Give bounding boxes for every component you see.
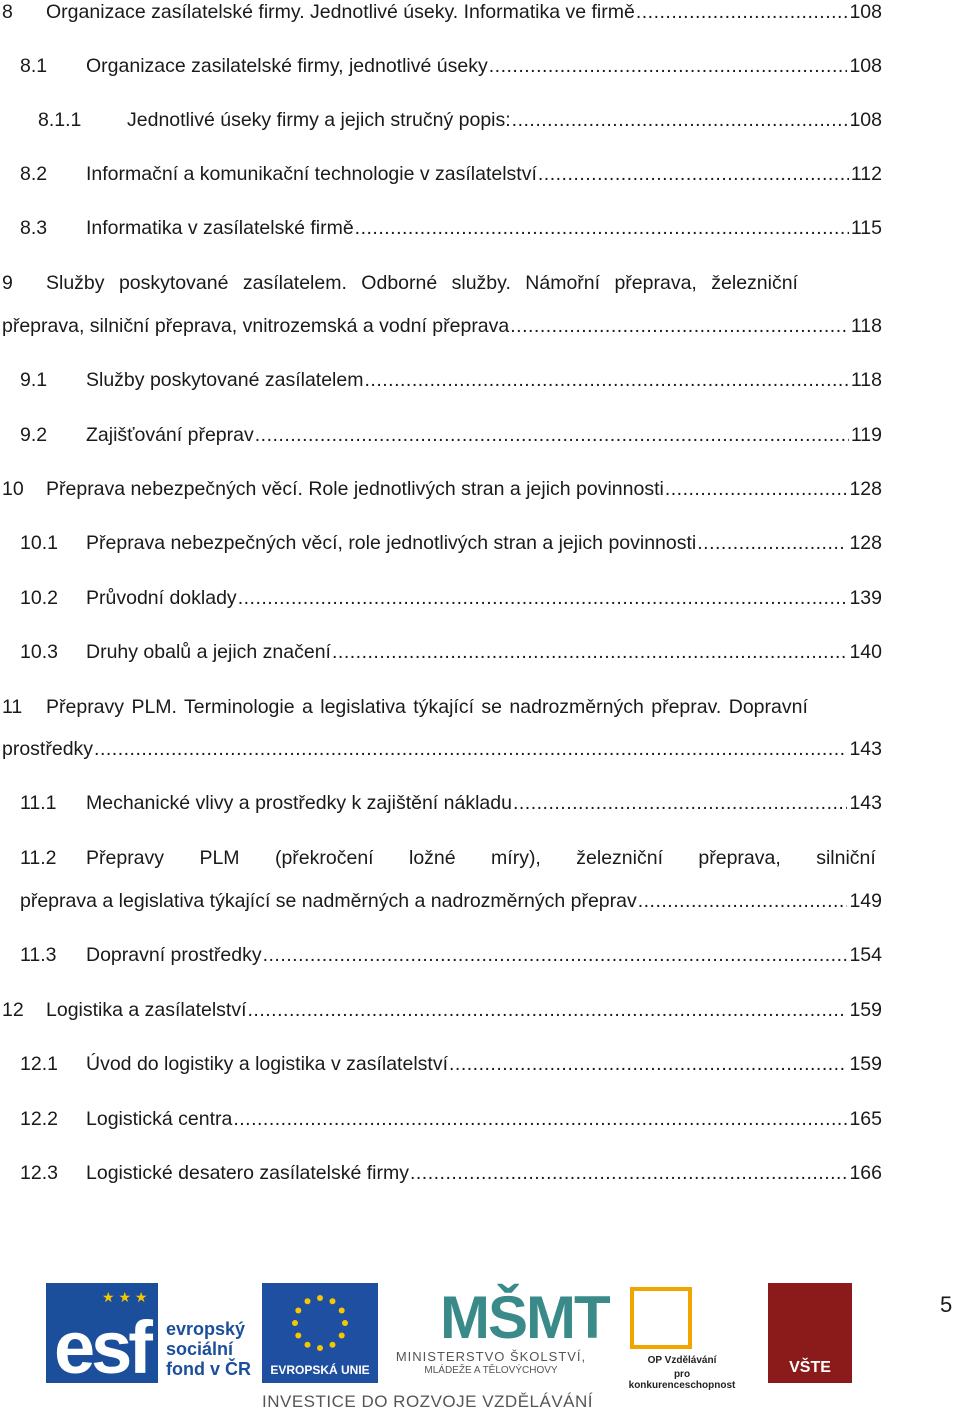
toc-title: Informační a komunikační technologie v zasílatelství	[86, 163, 537, 185]
toc-title: Úvod do logistiky a logistika v zasílatelství	[86, 1053, 448, 1075]
msmt-line2: MLÁDEŽE A TĚLOVÝCHOVY	[424, 1365, 558, 1376]
toc-number: 10	[2, 478, 24, 500]
op-vk-logo	[624, 1283, 740, 1391]
toc-leader	[332, 640, 847, 664]
vste-logo	[768, 1283, 852, 1383]
esf-logo-text: esf	[54, 1306, 149, 1389]
toc-leader	[94, 737, 847, 761]
toc-page: 108	[849, 1, 882, 23]
toc-page: 143	[849, 792, 882, 814]
esf-word-3: fond v ČR	[166, 1359, 251, 1379]
toc-leader	[263, 943, 848, 967]
toc-entry[interactable]	[20, 1052, 882, 1076]
op-line1: OP Vzdělávání	[647, 1355, 717, 1366]
toc-entry[interactable]	[20, 846, 882, 913]
toc-entry[interactable]	[20, 423, 882, 447]
toc-number: 12.2	[20, 1108, 58, 1130]
toc-page: 149	[849, 890, 882, 912]
op-frame-icon	[630, 1287, 692, 1349]
toc-number: 12.3	[20, 1162, 58, 1184]
toc-entry[interactable]	[20, 1107, 882, 1131]
toc-page: 128	[849, 478, 882, 500]
toc-entry[interactable]	[20, 640, 882, 664]
toc-title: Logistika a zasílatelství	[46, 999, 247, 1021]
toc-page: 154	[849, 944, 882, 966]
toc-number: 8.1	[20, 55, 48, 77]
msmt-logo	[388, 1283, 609, 1383]
toc-number: 11.3	[20, 944, 57, 966]
toc-number: 11	[2, 696, 23, 718]
toc-page: 118	[850, 369, 882, 391]
toc-page: 159	[849, 1053, 882, 1075]
toc-entry[interactable]	[2, 271, 882, 338]
toc-number: 11.2	[20, 847, 57, 869]
toc-title: Logistická centra	[86, 1108, 233, 1130]
toc-title: Logistické desatero zasílatelské firmy	[86, 1162, 409, 1184]
toc-entry[interactable]	[20, 216, 882, 240]
toc-title: Organizace zasílatelské firmy. Jednotlivé úseky. Informatika ve firmě	[46, 1, 635, 23]
toc-leader	[248, 998, 848, 1022]
toc-entry[interactable]	[20, 531, 882, 555]
investice-slogan: INVESTICE DO ROZVOJE VZDĚLÁVÁNÍ	[262, 1392, 594, 1411]
toc-title-line1: Služby poskytované zasílatelem. Odborné služby. Námořní přeprava, železniční	[46, 272, 798, 294]
toc-page: 112	[850, 163, 882, 185]
toc-number: 8.1.1	[38, 109, 82, 131]
toc-entry[interactable]	[20, 368, 882, 392]
toc-leader	[238, 586, 848, 610]
toc-entry[interactable]	[20, 162, 882, 186]
toc-leader	[233, 1107, 847, 1131]
toc-page: 108	[849, 55, 882, 77]
toc-number: 10.1	[20, 532, 58, 554]
esf-stars-icon: ★ ★ ★	[102, 1289, 148, 1305]
toc-entry[interactable]	[20, 54, 882, 78]
toc-title: Služby poskytované zasílatelem	[86, 369, 364, 391]
page-number: 5	[940, 1292, 953, 1317]
toc-leader	[638, 889, 848, 913]
eu-stars-icon	[290, 1293, 350, 1353]
esf-logo-words	[166, 1319, 251, 1379]
toc-page: 159	[849, 999, 882, 1021]
toc-page: 128	[849, 532, 882, 554]
toc-leader	[449, 1052, 847, 1076]
toc-title-line1: Přepravy PLM (překročení ložné míry), železniční přeprava, silniční	[86, 847, 876, 869]
msmt-mark: MŠMT	[440, 1284, 609, 1351]
toc-leader	[513, 791, 848, 815]
toc-title: Zajišťování přeprav	[86, 424, 254, 446]
toc-number: 8	[2, 1, 13, 23]
toc-title: Průvodní doklady	[86, 587, 237, 609]
toc-number: 12	[2, 999, 24, 1021]
toc-title: Dopravní prostředky	[86, 944, 262, 966]
toc-title: Jednotlivé úseky firmy a jejich stručný popis:	[127, 109, 511, 131]
esf-word-1: evropský	[166, 1319, 246, 1339]
toc-title: Organizace zasilatelské firmy, jednotlivé úseky	[86, 55, 488, 77]
toc-leader	[410, 1161, 847, 1185]
toc-number: 10.2	[20, 587, 58, 609]
toc-entry[interactable]	[2, 695, 882, 761]
toc-number: 8.2	[20, 163, 48, 185]
toc-entry[interactable]	[2, 998, 882, 1022]
toc-title: Informatika v zasílatelské firmě	[86, 217, 354, 239]
toc-title: Mechanické vlivy a prostředky k zajištění nákladu	[86, 792, 512, 814]
toc-leader	[489, 54, 848, 78]
toc-title: Druhy obalů a jejich značení	[86, 641, 331, 663]
toc-page: 139	[849, 587, 882, 609]
esf-logo	[46, 1283, 256, 1389]
toc-entry[interactable]	[2, 0, 882, 24]
toc-entry[interactable]	[2, 477, 882, 501]
eu-flag-logo	[262, 1283, 378, 1383]
toc-leader	[355, 216, 849, 240]
toc-entry[interactable]	[20, 943, 882, 967]
toc-leader	[512, 108, 848, 132]
toc-page: 115	[850, 217, 882, 239]
toc-page: 165	[849, 1108, 882, 1130]
toc-leader	[510, 314, 849, 338]
eu-label: EVROPSKÁ UNIE	[270, 1363, 370, 1377]
toc-number: 8.3	[20, 217, 48, 239]
toc-title-line2: přeprava, silniční přeprava, vnitrozemská a vodní přeprava	[2, 315, 510, 337]
toc-entry[interactable]	[20, 791, 882, 815]
toc-page: 119	[850, 424, 882, 446]
toc-entry[interactable]	[20, 586, 882, 610]
toc-number: 9	[2, 272, 13, 294]
toc-title-line2: přeprava a legislativa týkající se nadměrných a nadrozměrných přeprav	[20, 890, 637, 912]
op-line2: pro konkurenceschopnost	[628, 1369, 736, 1391]
toc-page: 140	[849, 641, 882, 663]
toc-leader	[697, 531, 847, 555]
esf-word-2: sociální	[166, 1339, 234, 1359]
vste-label: VŠTE	[789, 1359, 831, 1376]
toc-number: 9.1	[20, 369, 48, 391]
toc-leader	[255, 423, 849, 447]
toc-entry[interactable]	[38, 108, 882, 132]
toc-number: 11.1	[20, 792, 57, 814]
toc-leader	[364, 368, 848, 392]
msmt-line1: MINISTERSTVO ŠKOLSTVÍ,	[395, 1349, 587, 1364]
toc-title: Přeprava nebezpečných věcí, role jednotlivých stran a jejich povinnosti	[86, 532, 697, 554]
toc-number: 9.2	[20, 424, 48, 446]
toc-title-line2: prostředky	[2, 738, 94, 760]
toc-title: Přeprava nebezpečných věcí. Role jednotlivých stran a jejich povinnosti	[46, 478, 664, 500]
toc-page: 143	[849, 738, 882, 760]
toc-leader	[538, 162, 849, 186]
toc-number: 10.3	[20, 641, 58, 663]
toc-title-line1: Přepravy PLM. Terminologie a legislativa týkající se nadrozměrných přeprav. Dopravní	[46, 696, 808, 718]
toc-number: 12.1	[20, 1053, 58, 1075]
toc-page: 166	[849, 1162, 882, 1184]
toc-leader	[636, 0, 848, 24]
toc-page: 118	[850, 315, 882, 337]
toc-entry[interactable]	[20, 1161, 882, 1185]
toc-page: 108	[849, 109, 882, 131]
toc-leader	[665, 477, 848, 501]
